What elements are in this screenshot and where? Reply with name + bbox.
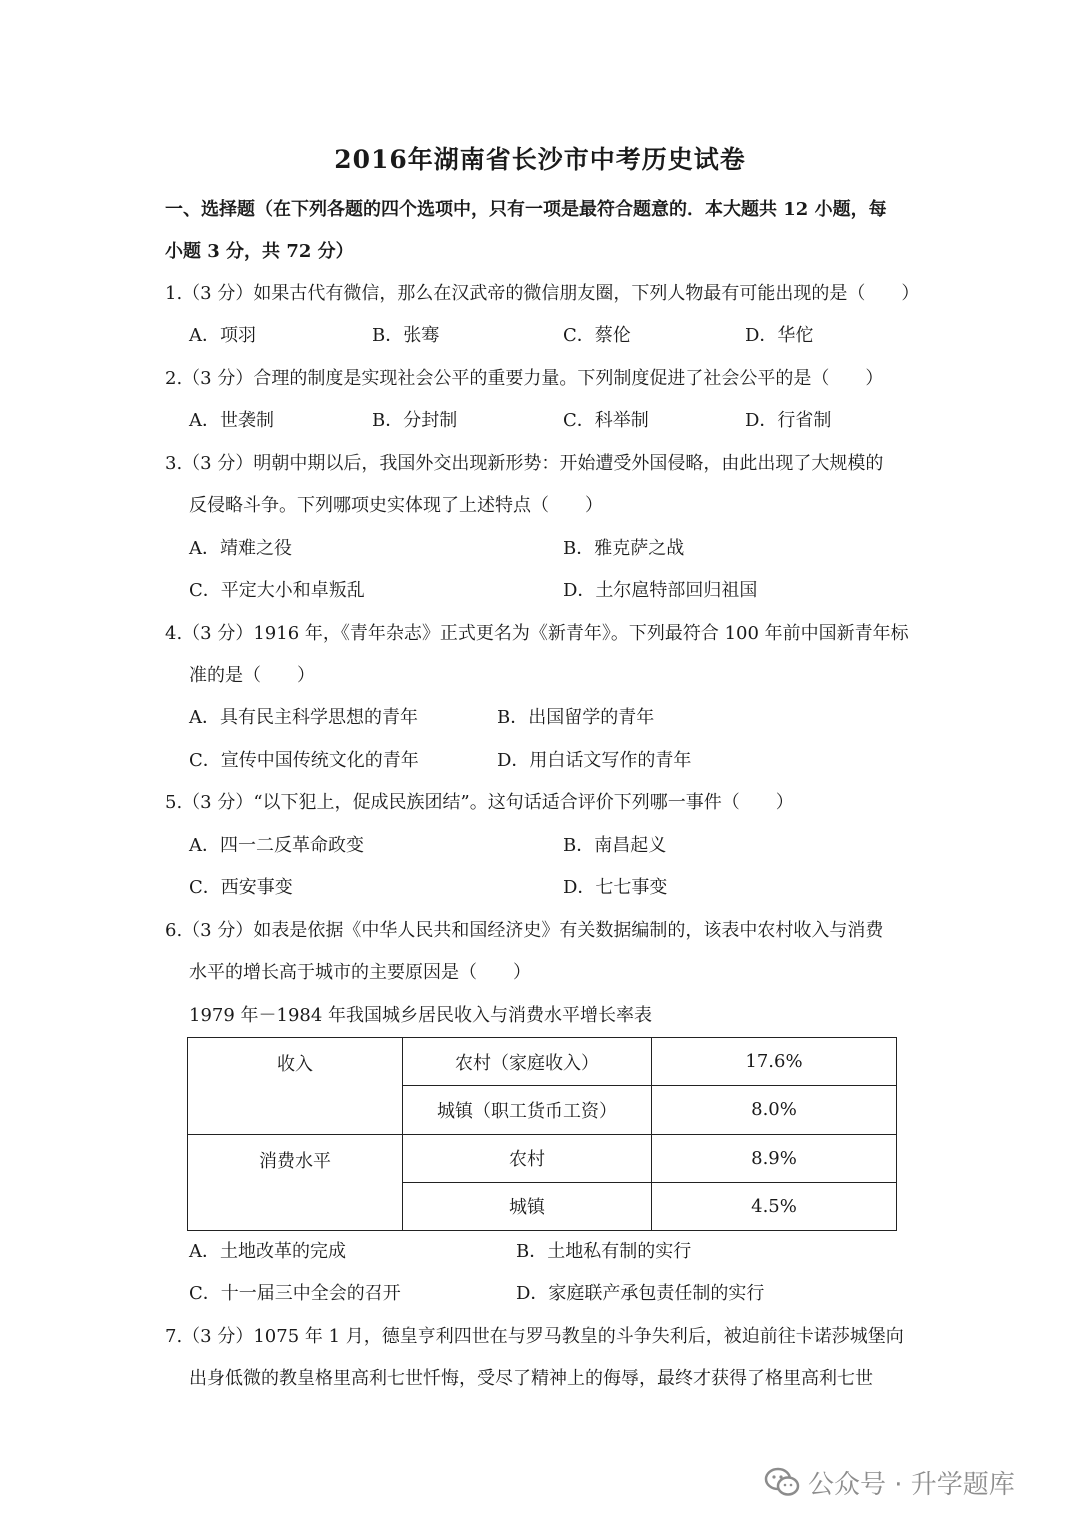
table-caption: 1979 年－1984 年我国城乡居民收入与消费水平增长率表 — [189, 1005, 653, 1026]
option-d: D．行省制 — [745, 410, 832, 431]
option-b: B．张骞 — [372, 325, 440, 346]
option-a: A．具有民主科学思想的青年 — [189, 707, 418, 728]
page-title: 2016年湖南省长沙市中考历史试卷 — [334, 145, 746, 174]
table-cell-value: 4.5% — [652, 1182, 897, 1230]
table-cell-label: 城镇 — [403, 1182, 652, 1230]
option-c: C．蔡伦 — [563, 325, 631, 346]
question-text-continued: 水平的增长高于城市的主要原因是（ ） — [189, 962, 531, 983]
option-d: D．七七事变 — [563, 877, 668, 898]
option-d: D．土尔扈特部回归祖国 — [563, 580, 758, 601]
option-b: B．分封制 — [372, 410, 458, 431]
option-a: A．靖难之役 — [189, 538, 292, 559]
question-text: 7.（3 分）1075 年 1 月，德皇亨利四世在与罗马教皇的斗争失利后，被迫前往卡诺莎城堡向 — [165, 1326, 904, 1347]
option-a: A．世袭制 — [189, 410, 274, 431]
question-text: 1.（3 分）如果古代有微信，那么在汉武帝的微信朋友圈，下列人物最有可能出现的是（ ） — [165, 283, 920, 304]
option-c: C．科举制 — [563, 410, 649, 431]
option-c: C．十一届三中全会的召开 — [189, 1283, 401, 1304]
option-d: D．家庭联产承包责任制的实行 — [516, 1283, 765, 1304]
question-text-continued: 反侵略斗争。下列哪项史实体现了上述特点（ ） — [189, 495, 603, 516]
question-text-continued: 准的是（ ） — [189, 665, 315, 686]
question-text: 5.（3 分）“以下犯上，促成民族团结”。这句话适合评价下列哪一事件（ ） — [165, 792, 794, 813]
question-text-continued: 出身低微的教皇格里高利七世忏悔，受尽了精神上的侮辱，最终才获得了格里高利七世 — [189, 1368, 873, 1389]
option-a: A．四一二反革命政变 — [189, 835, 364, 856]
table-cell-value: 17.6% — [652, 1038, 897, 1086]
option-b: B．雅克萨之战 — [563, 538, 685, 559]
option-d: D．用白话文写作的青年 — [497, 750, 692, 771]
question-text: 2.（3 分）合理的制度是实现社会公平的重要力量。下列制度促进了社会公平的是（ ） — [165, 368, 884, 389]
section-heading-line1: 一、选择题（在下列各题的四个选项中，只有一项是最符合题意的．本大题共 12 小题，每 — [165, 199, 887, 220]
table-row — [188, 1038, 897, 1086]
watermark — [764, 1462, 1015, 1502]
table-row — [188, 1134, 897, 1182]
question-text: 4.（3 分）1916 年，《青年杂志》正式更名为《新青年》。下列最符合 100 年前中国新青年标 — [165, 623, 909, 644]
question-text: 6.（3 分）如表是依据《中华人民共和国经济史》有关数据编制的，该表中农村收入与消费 — [165, 920, 884, 941]
option-a: A．项羽 — [189, 325, 256, 346]
option-a: A．土地改革的完成 — [189, 1241, 346, 1262]
wechat-icon — [764, 1467, 800, 1497]
option-c: C．宣传中国传统文化的青年 — [189, 750, 419, 771]
option-d: D．华佗 — [745, 325, 814, 346]
table-cell-label: 城镇（职工货币工资） — [403, 1086, 652, 1134]
table-cell-value: 8.9% — [652, 1134, 897, 1182]
option-b: B．出国留学的青年 — [497, 707, 655, 728]
table-group-consumption: 消费水平 — [188, 1134, 403, 1231]
option-b: B．南昌起义 — [563, 835, 667, 856]
table-cell-label: 农村 — [403, 1134, 652, 1182]
option-c: C．西安事变 — [189, 877, 293, 898]
option-b: B．土地私有制的实行 — [516, 1241, 692, 1262]
table-cell-value: 8.0% — [652, 1086, 897, 1134]
watermark-text: 公众号 · 升学题库 — [808, 1469, 1015, 1500]
table-group-income: 收入 — [188, 1038, 403, 1135]
option-c: C．平定大小和卓叛乱 — [189, 580, 365, 601]
growth-rate-table — [187, 1037, 897, 1231]
section-heading-line2: 小题 3 分，共 72 分） — [165, 241, 354, 262]
question-text: 3.（3 分）明朝中期以后，我国外交出现新形势：开始遭受外国侵略，由此出现了大规模的 — [165, 453, 884, 474]
table-cell-label: 农村（家庭收入） — [403, 1038, 652, 1086]
